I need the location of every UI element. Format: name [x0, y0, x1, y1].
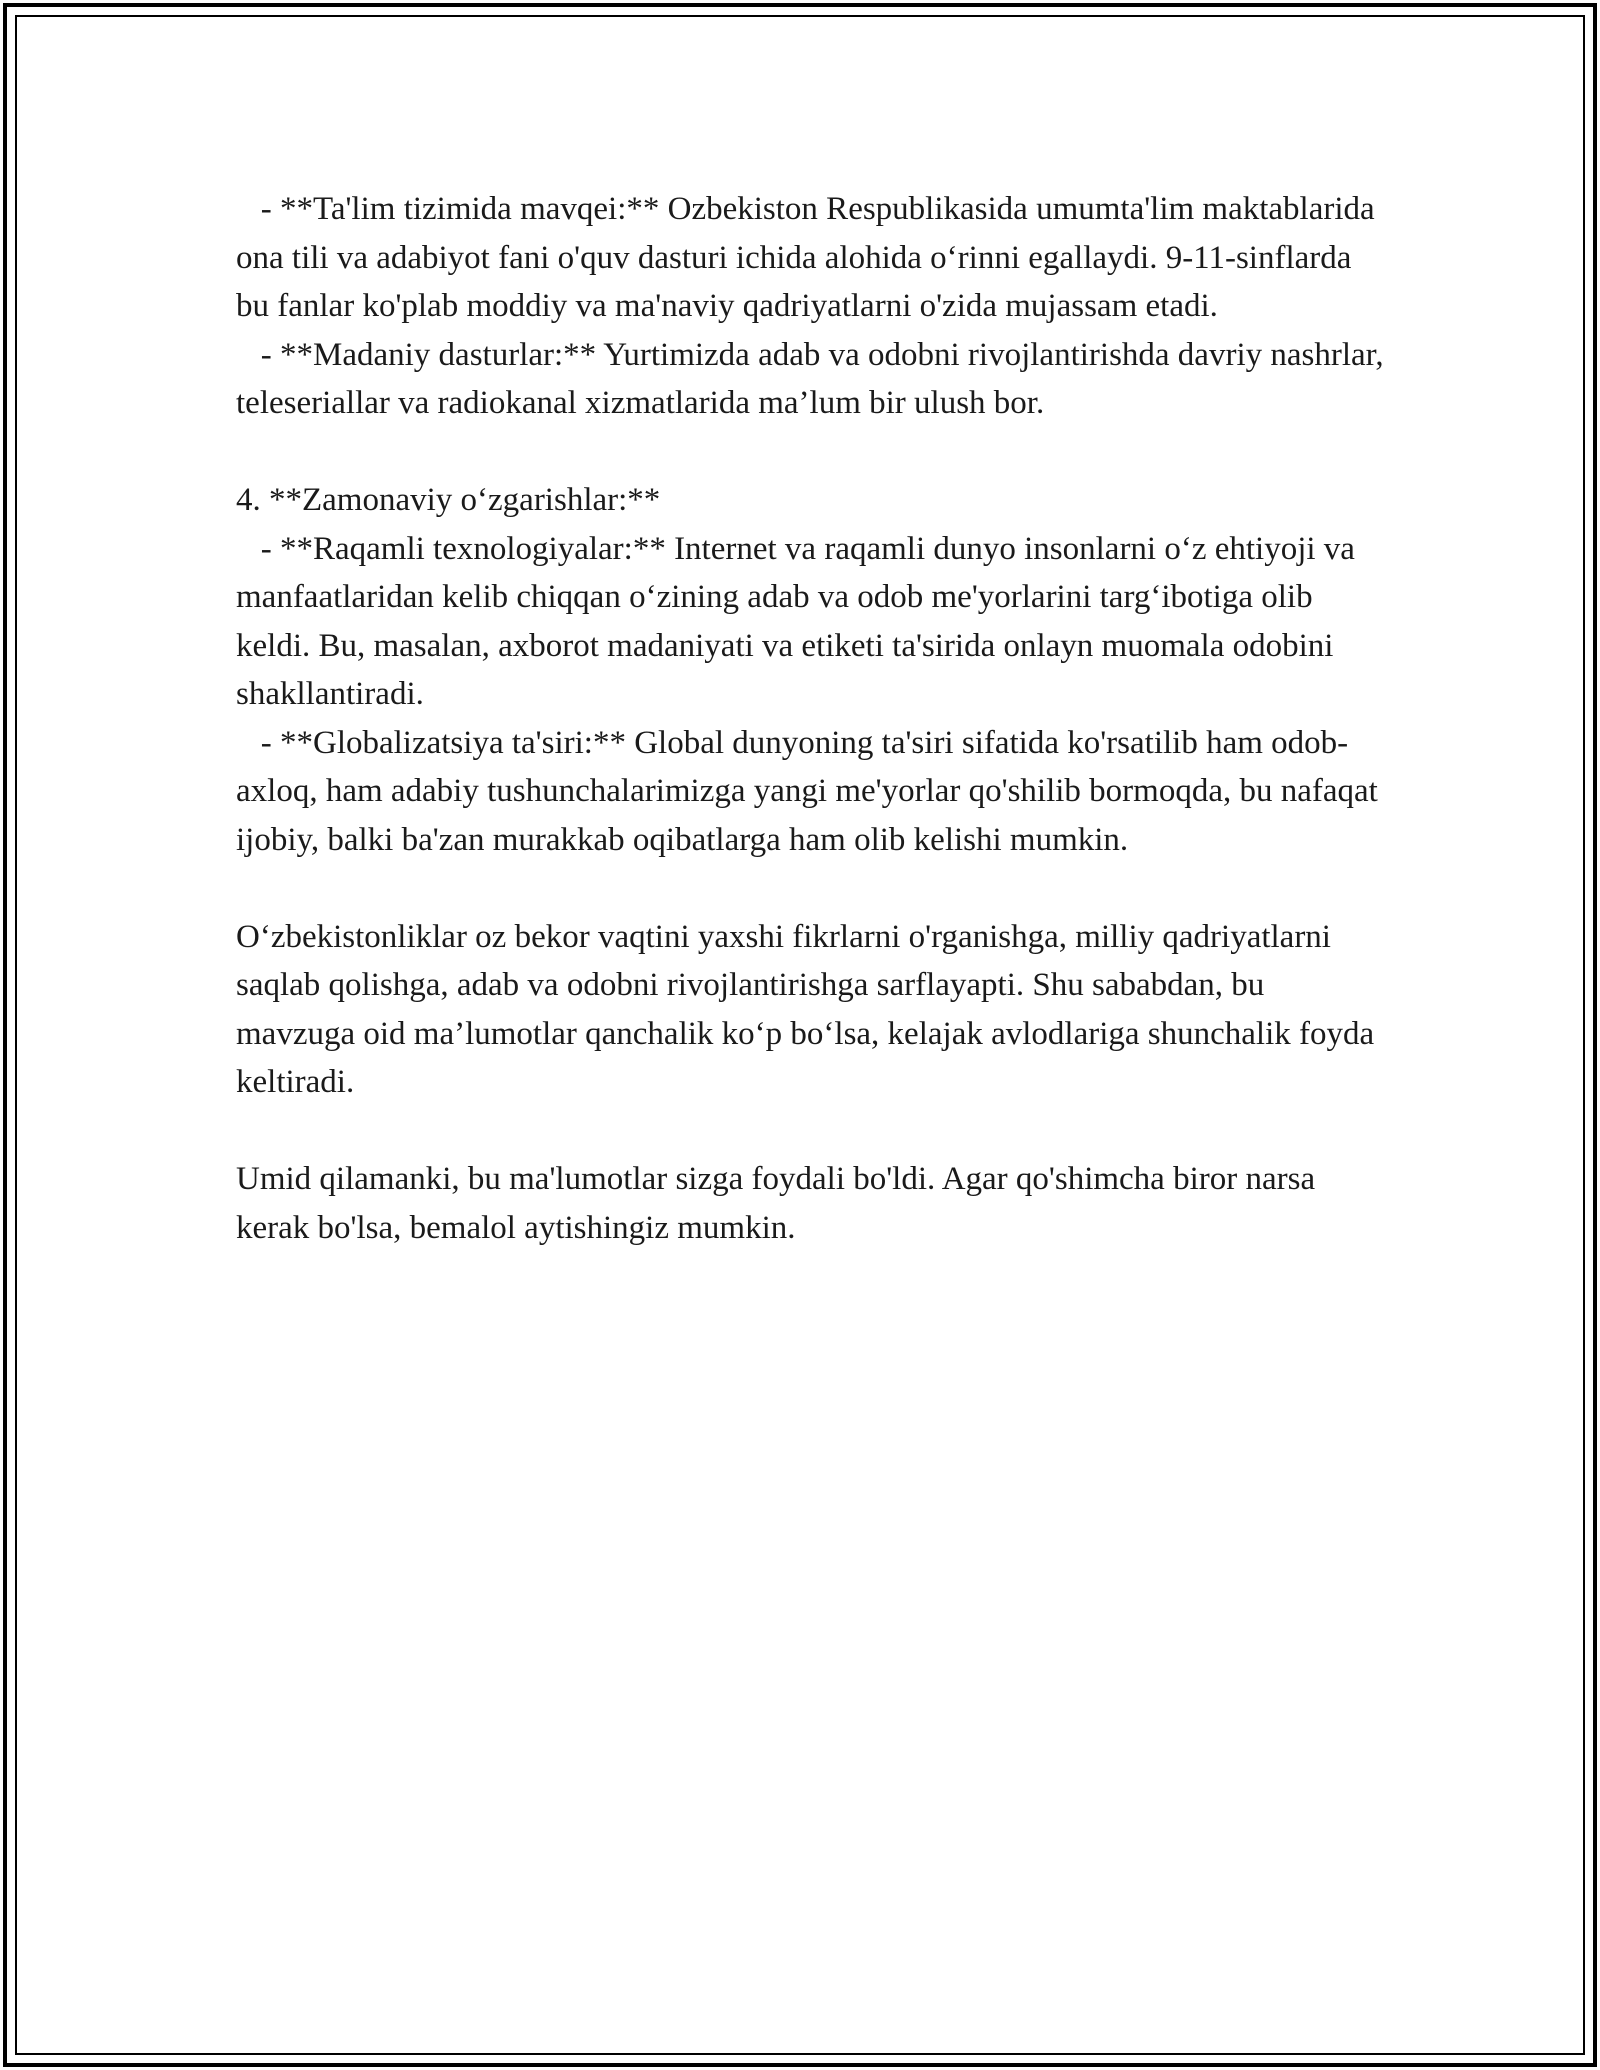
paragraph-gap [236, 1107, 1386, 1156]
section-heading-zamonaviy: 4. **Zamonaviy o‘zgarishlar:** [236, 482, 661, 518]
paragraph-madaniy-dasturlar: - **Madaniy dasturlar:** Yurtimizda adab va odobni rivojlantirishda davriy nashrlar, teleseriallar va radiokanal xizmatlarida ma’lum bir ulush bor. [236, 336, 1392, 421]
paragraph-raqamli: - **Raqamli texnologiyalar:** Internet va raqamli dunyo insonlarni o‘z ehtiyoji va manfaatlaridan kelib chiqqan o‘zining adab va odob me'yorlarini targ‘ibotiga olib keldi. Bu, masalan, axborot madaniyati va etiketi ta'sirida onlayn muomala odobini shakllantiradi. [236, 530, 1364, 712]
paragraph-ozbekistonliklar: O‘zbekistonliklar oz bekor vaqtini yaxshi fikrlarni o'rganishga, milliy qadriyatlarni saqlab qolishga, adab va odobni rivojlantirishga sarflayapti. Shu sababdan, bu mavzuga oid ma’lumotlar qanchalik ko‘p bo‘lsa, kelajak avlodlariga shunchalik foyda keltiradi. [236, 918, 1383, 1100]
document-body [236, 185, 1392, 1252]
paragraph-globalizatsiya: - **Globalizatsiya ta'siri:** Global dunyoning ta'siri sifatida ko'rsatilib ham odob-axloq, ham adabiy tushunchalarimizga yangi me'yorlar qo'shilib bormoqda, bu nafaqat ijobiy, balki ba'zan murakkab oqibatlarga ham olib kelishi mumkin. [236, 724, 1387, 858]
paragraph-gap [236, 428, 1386, 477]
paragraph-gap [236, 864, 1386, 913]
paragraph-umid: Umid qilamanki, bu ma'lumotlar sizga foydali bo'ldi. Agar qo'shimcha biror narsa kerak bo'lsa, bemalol aytishingiz mumkin. [236, 1161, 1324, 1246]
paragraph-talim-tizimida: - **Ta'lim tizimida mavqei:** Ozbekiston Respublikasida umumta'lim maktablarida ona tili va adabiyot fani o'quv dasturi ichida alohida o‘rinni egallaydi. 9-11-sinflarda bu fanlar ko'plab moddiy va ma'naviy qadriyatlarni o'zida mujassam etadi. [236, 191, 1383, 324]
